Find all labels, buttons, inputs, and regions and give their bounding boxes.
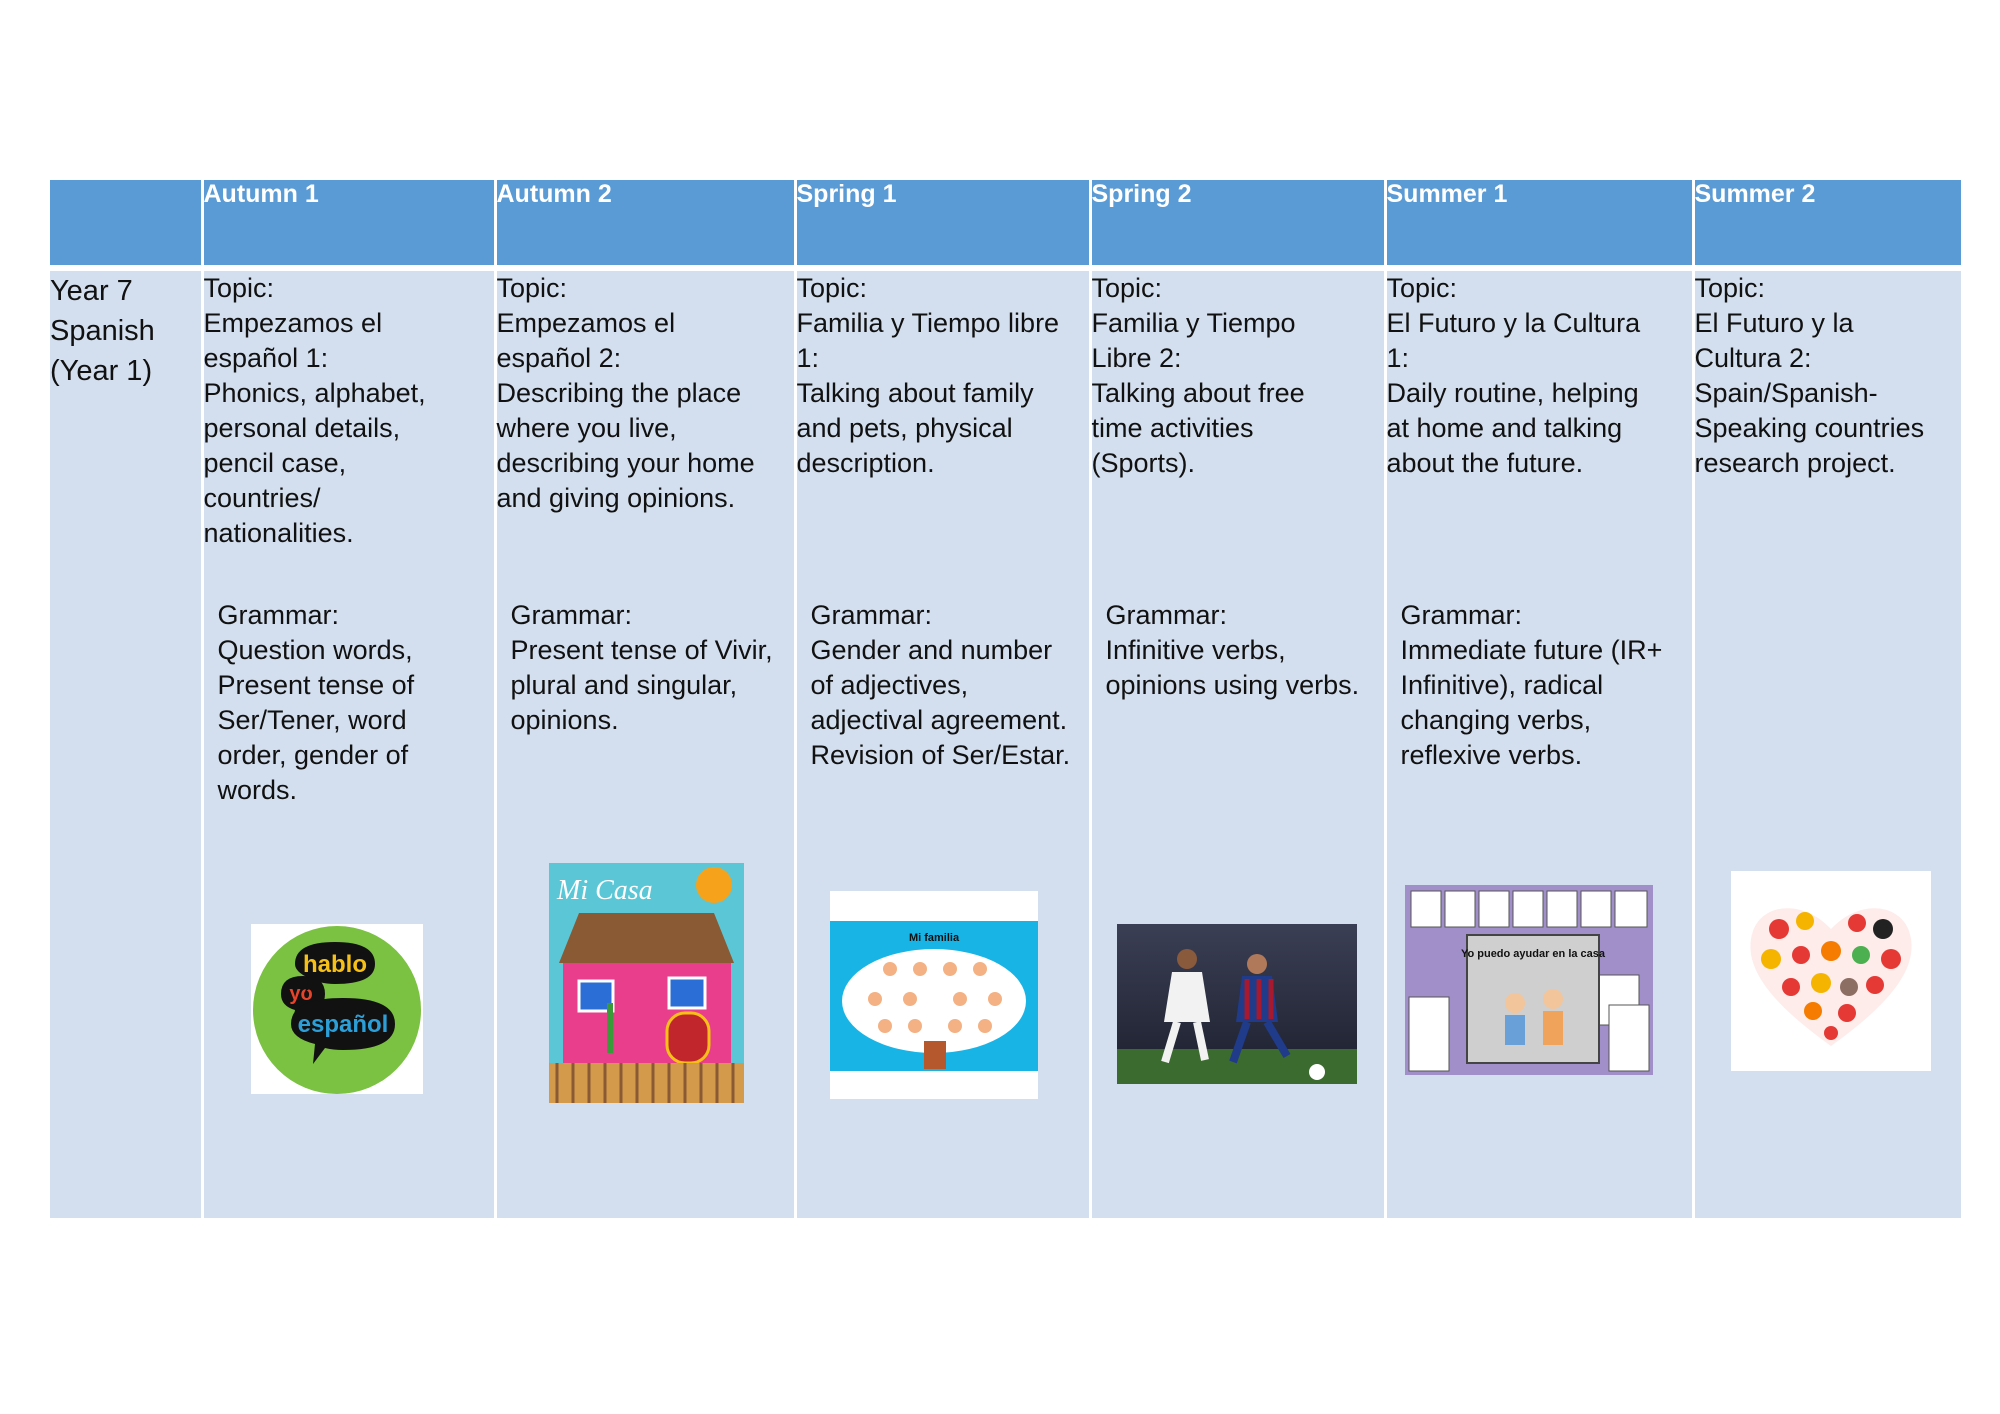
cell-summer-1 bbox=[1385, 268, 1693, 1218]
image-title: Mi Casa bbox=[556, 875, 653, 906]
image-title: Mi familia bbox=[908, 932, 959, 944]
topic-text: Topic: Familia y Tiempo libre 1: Talking about family and pets, physical description. bbox=[796, 273, 1060, 478]
cell-summer-2 bbox=[1693, 268, 1961, 1218]
row-label-cell bbox=[50, 268, 202, 1218]
grammar-text: Grammar: Present tense of Vivir, plural and singular, opinions. bbox=[510, 600, 773, 735]
row-label: Year 7 Spanish (Year 1) bbox=[50, 275, 155, 387]
grammar-text: Grammar: Immediate future (IR+ Infinitive), radical changing verbs, reflexive verbs. bbox=[1400, 600, 1663, 770]
header-row bbox=[50, 180, 1961, 268]
year-7-row bbox=[50, 268, 1961, 1218]
image-word-hablo: hablo bbox=[302, 951, 367, 978]
mi-casa-image bbox=[549, 863, 744, 1103]
yo-puedo-ayudar-worksheet-image bbox=[1405, 885, 1653, 1075]
topic-text: Topic: Empezamos el español 2: Describing the place where you live, describing your home and giving opinions. bbox=[496, 273, 755, 513]
spanish-culture-heart-image bbox=[1731, 871, 1931, 1071]
cell-spring-1 bbox=[795, 268, 1090, 1218]
topic-text: Topic: El Futuro y la Cultura 1: Daily routine, helping at home and talking about the future. bbox=[1386, 273, 1641, 478]
topic-text: Topic: Empezamos el español 1: Phonics, alphabet, personal details, pencil case, countries/ nationalities. bbox=[203, 273, 426, 548]
grammar-text: Grammar: Question words, Present tense of Ser/Tener, word order, gender of words. bbox=[217, 600, 415, 805]
image-word-yo: yo bbox=[288, 983, 313, 1005]
header-autumn-1: Autumn 1 bbox=[202, 180, 495, 268]
football-match-image bbox=[1117, 924, 1357, 1084]
topic-text: Topic: El Futuro y la Cultura 2: Spain/Spanish- Speaking countries research project. bbox=[1694, 273, 1925, 478]
header-spring-2: Spring 2 bbox=[1090, 180, 1385, 268]
image-title: Yo puedo ayudar en la casa bbox=[1460, 948, 1605, 960]
mi-familia-image bbox=[830, 891, 1038, 1099]
topic-text: Topic: Familia y Tiempo Libre 2: Talking about free time activities (Sports). bbox=[1091, 273, 1305, 478]
header-blank bbox=[50, 180, 202, 268]
header-summer-2: Summer 2 bbox=[1693, 180, 1961, 268]
yo-hablo-espanol-image bbox=[251, 924, 423, 1094]
header-summer-1: Summer 1 bbox=[1385, 180, 1693, 268]
grammar-text: Grammar: Infinitive verbs, opinions using verbs. bbox=[1105, 600, 1360, 700]
header-spring-1: Spring 1 bbox=[795, 180, 1090, 268]
curriculum-table bbox=[50, 180, 1961, 1218]
header-autumn-2: Autumn 2 bbox=[495, 180, 795, 268]
cell-autumn-2 bbox=[495, 268, 795, 1218]
image-word-espanol: español bbox=[297, 1011, 388, 1038]
cell-spring-2 bbox=[1090, 268, 1385, 1218]
cell-autumn-1 bbox=[202, 268, 495, 1218]
grammar-text: Grammar: Gender and number of adjectives, adjectival agreement. Revision of Ser/Estar. bbox=[810, 600, 1071, 770]
